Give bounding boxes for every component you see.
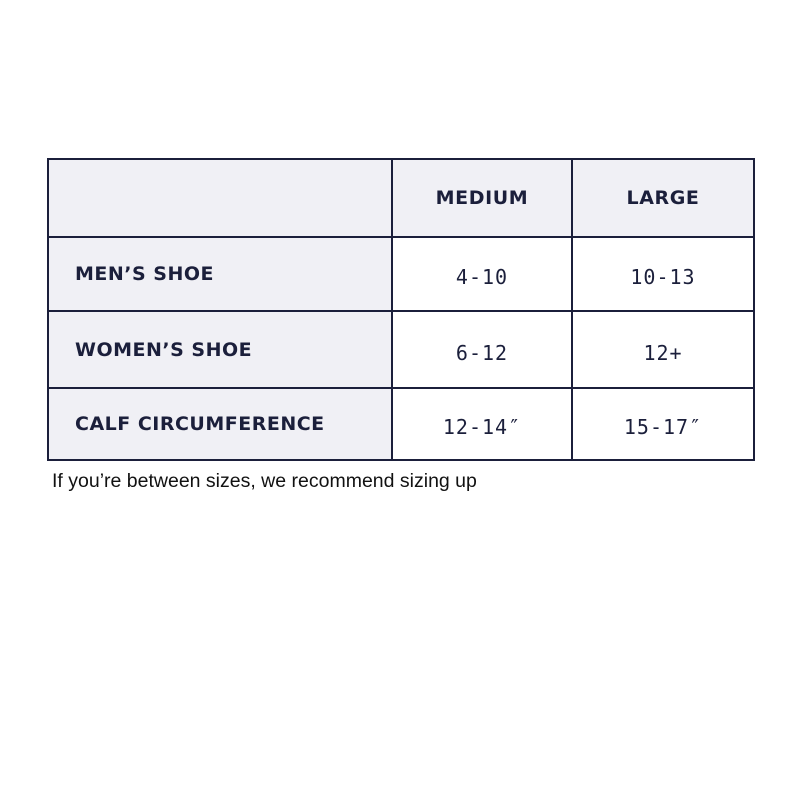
corner-cell [48, 159, 392, 237]
cell-calf-large: 15-17″ [572, 388, 754, 460]
table-row [48, 388, 754, 460]
row-label-womens-shoe: WOMEN’S SHOE [48, 311, 392, 388]
column-header-medium: MEDIUM [392, 159, 572, 237]
cell-womens-large: 12+ [572, 311, 754, 388]
sizing-footnote: If you’re between sizes, we recommend sizing up [52, 470, 477, 492]
row-label-calf-circumference: CALF CIRCUMFERENCE [48, 388, 392, 460]
table-row [48, 311, 754, 388]
table-header-row [48, 159, 754, 237]
cell-womens-medium: 6-12 [392, 311, 572, 388]
column-header-large: LARGE [572, 159, 754, 237]
row-label-mens-shoe: MEN’S SHOE [48, 237, 392, 311]
cell-mens-medium: 4-10 [392, 237, 572, 311]
size-chart-table [47, 158, 755, 461]
cell-calf-medium: 12-14″ [392, 388, 572, 460]
cell-mens-large: 10-13 [572, 237, 754, 311]
table-row [48, 237, 754, 311]
